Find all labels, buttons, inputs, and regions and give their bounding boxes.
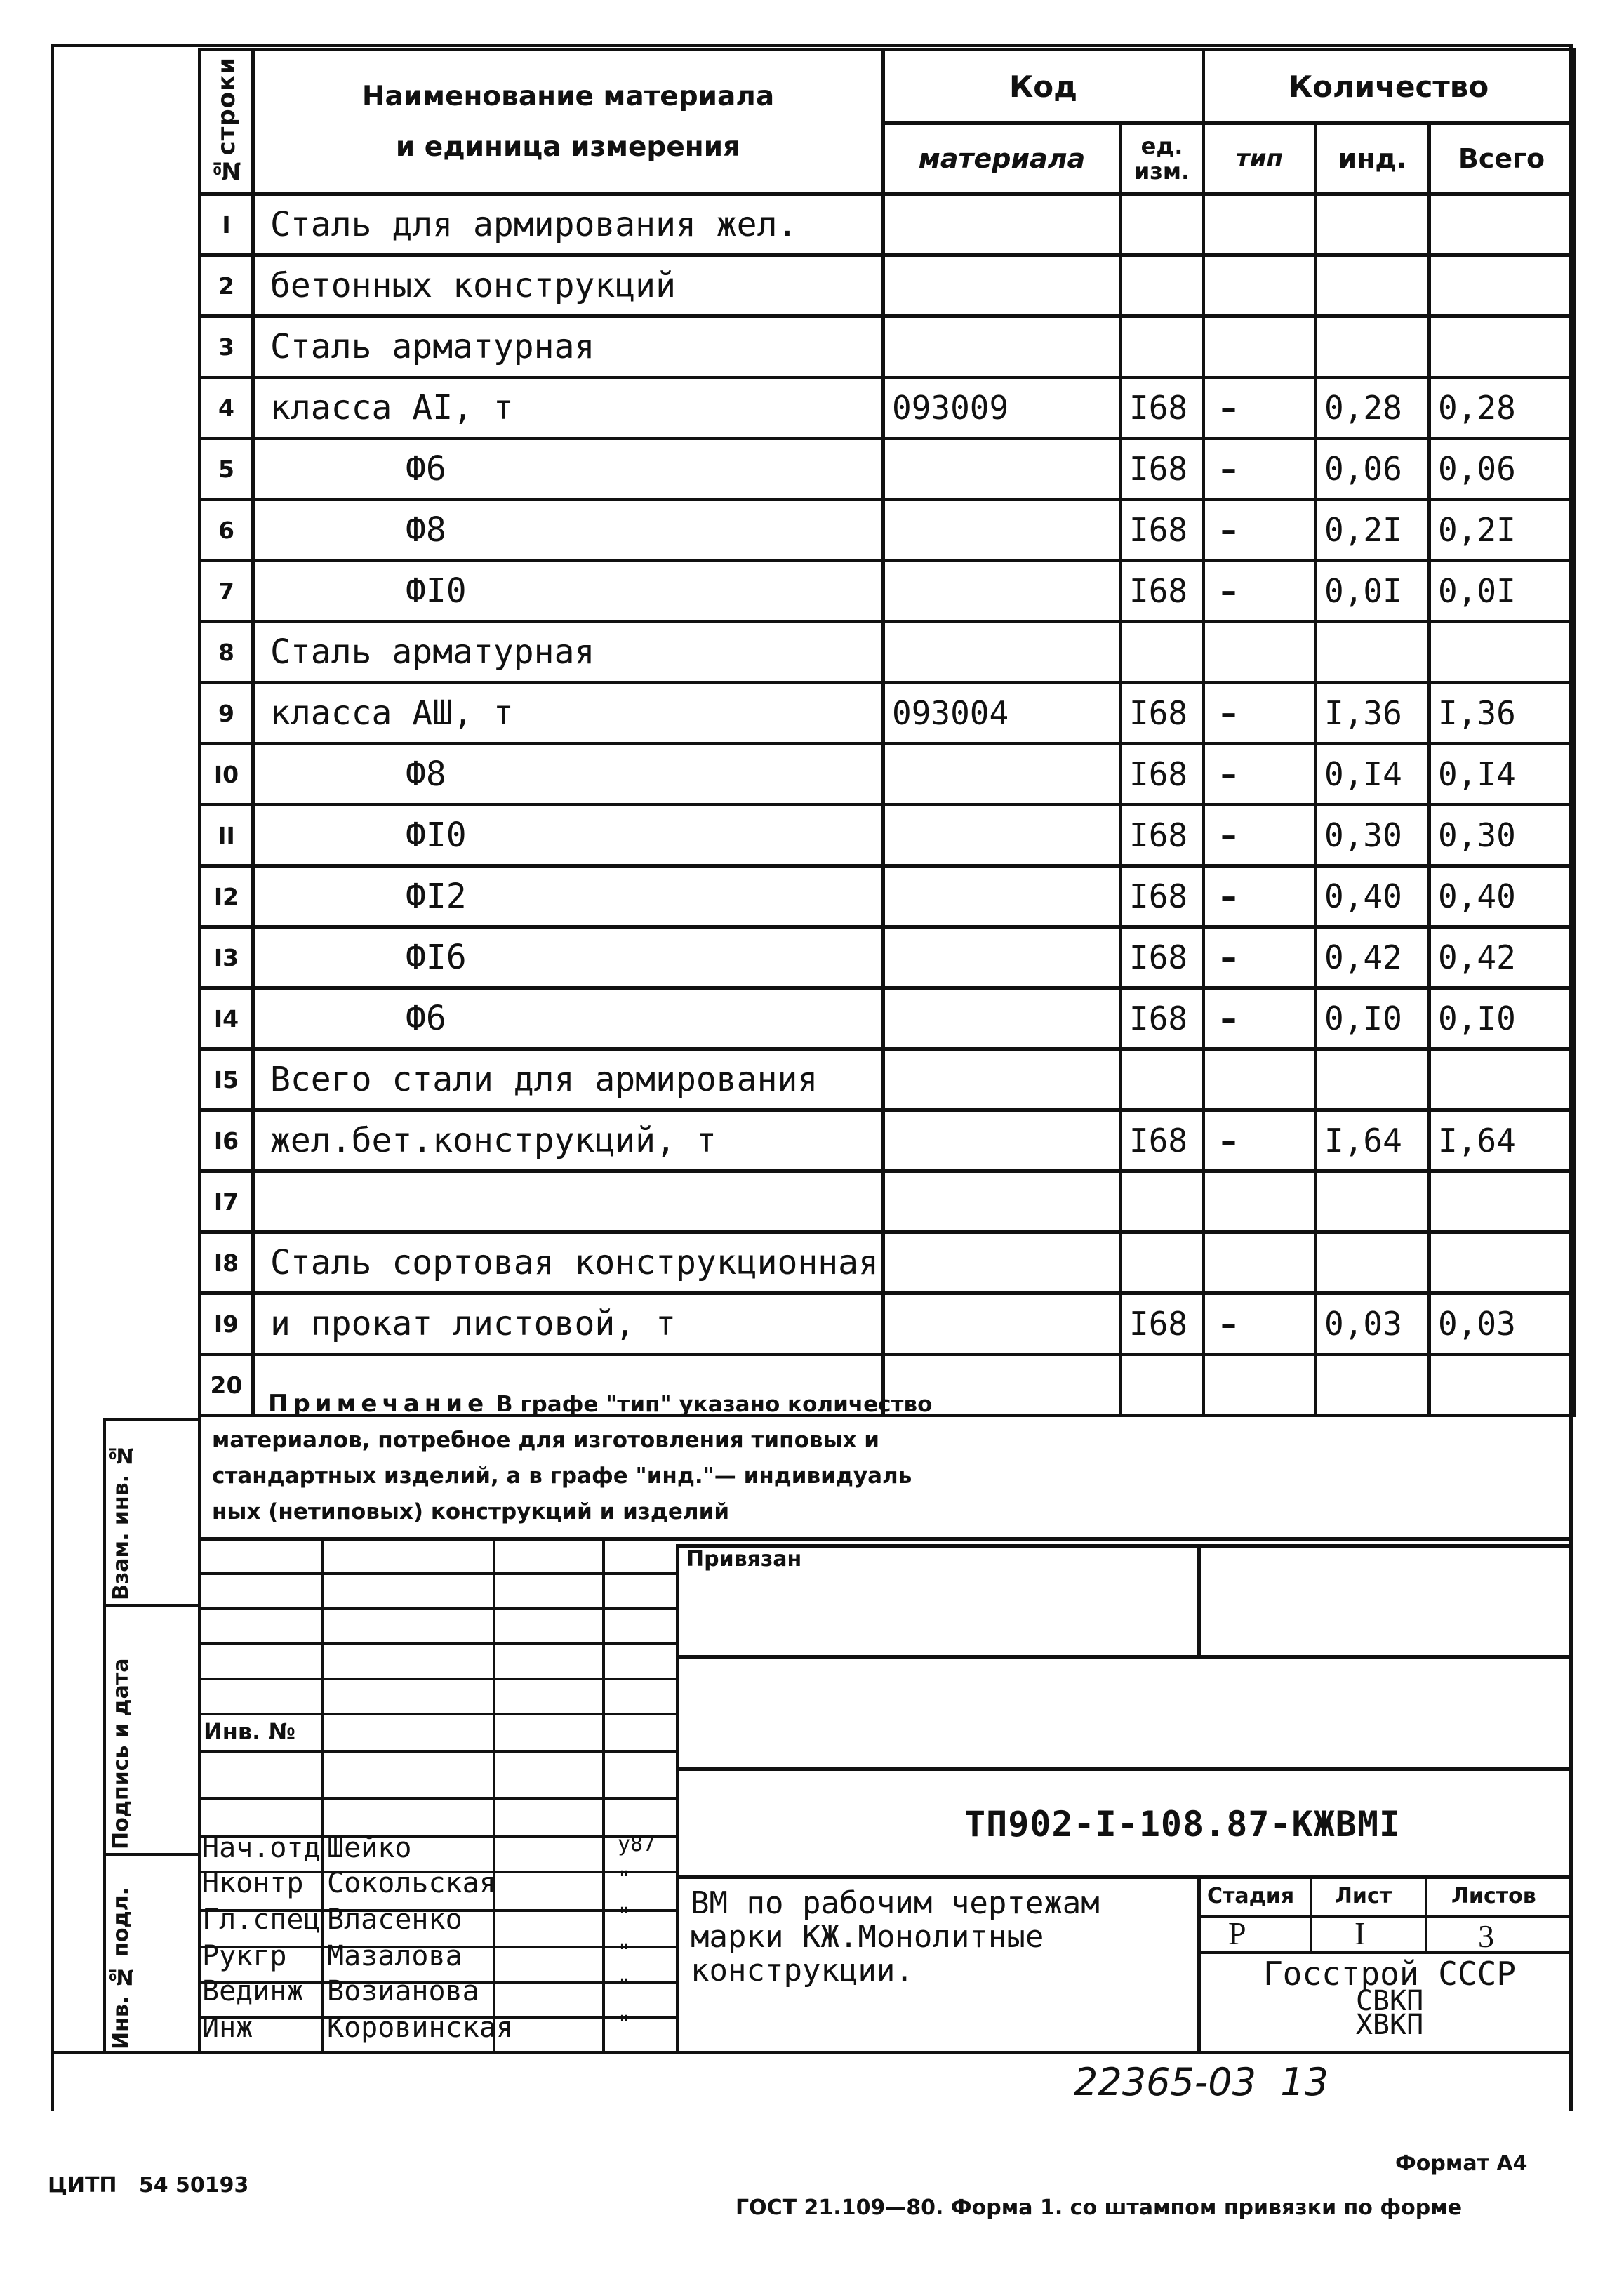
quantity-ind: 0,42 — [1316, 927, 1430, 988]
material-name: ФI2 — [253, 866, 884, 927]
material-name: Сталь сортовая конструкционная — [253, 1233, 884, 1294]
table-row — [200, 1171, 1574, 1233]
table-row — [200, 1294, 1574, 1355]
row-number: I9 — [200, 1294, 253, 1355]
material-code — [884, 1233, 1121, 1294]
table-row — [200, 439, 1574, 500]
quantity-type — [1204, 1171, 1316, 1233]
row-number: 9 — [200, 683, 253, 744]
quantity-type: – — [1204, 500, 1316, 561]
left-grid-h1 — [198, 1572, 678, 1575]
privyazan-label: Привязан — [686, 1547, 802, 1572]
table-row — [200, 1110, 1574, 1171]
material-name: Ф8 — [253, 744, 884, 805]
unit-code: I68 — [1121, 439, 1204, 500]
quantity-total: 0,42 — [1430, 927, 1574, 988]
note-line4: ных (нетиповых) конструкций и изделий — [212, 1499, 730, 1524]
quantity-total — [1430, 317, 1574, 378]
quantity-type — [1204, 317, 1316, 378]
material-name: класса AШ, т — [253, 683, 884, 744]
person-date: " — [618, 2012, 631, 2036]
unit-code — [1121, 622, 1204, 683]
material-name: Ф8 — [253, 500, 884, 561]
left-grid-v2 — [493, 1537, 495, 2053]
material-code — [884, 622, 1121, 683]
quantity-type: – — [1204, 683, 1316, 744]
frame-top — [51, 44, 1573, 47]
material-name: Сталь арматурная — [253, 622, 884, 683]
unit-code: I68 — [1121, 927, 1204, 988]
left-grid-v1 — [321, 1537, 324, 2053]
code-material-header: материала — [884, 124, 1121, 194]
quantity-ind: 0,2I — [1316, 500, 1430, 561]
material-code — [884, 927, 1121, 988]
unit-code — [1121, 1233, 1204, 1294]
row-number: I4 — [200, 988, 253, 1049]
stamp-vert-privyazan — [1197, 1544, 1201, 1656]
stamp-stage-v2 — [1425, 1875, 1427, 1953]
person-role: Гл.спец — [202, 1904, 321, 1936]
table-row — [200, 622, 1574, 683]
format-label: Формат А4 — [1395, 2151, 1528, 2176]
material-name: класса AI, т — [253, 378, 884, 439]
side-strip-right — [103, 1418, 106, 2053]
row-number: 20 — [200, 1355, 253, 1416]
table-row — [200, 866, 1574, 927]
quantity-total: 0,2I — [1430, 500, 1574, 561]
quantity-type — [1204, 194, 1316, 255]
quantity-total: 0,I0 — [1430, 988, 1574, 1049]
quantity-type — [1204, 255, 1316, 317]
stamp-line-bottom — [51, 2051, 1573, 2054]
person-role: Нконтр — [202, 1867, 304, 1899]
stamp-line-3 — [678, 1767, 1573, 1771]
quantity-ind: 0,I4 — [1316, 744, 1430, 805]
quantity-ind: 0,06 — [1316, 439, 1430, 500]
side-strip-h2 — [103, 1853, 201, 1856]
unit-code: I68 — [1121, 683, 1204, 744]
stamp-title-line1: ВМ по рабочим чертежам — [691, 1885, 1100, 1921]
row-number: I — [200, 194, 253, 255]
material-code: 093009 — [884, 378, 1121, 439]
material-code — [884, 988, 1121, 1049]
name-header — [253, 50, 884, 194]
quantity-type: – — [1204, 378, 1316, 439]
row-number: 7 — [200, 561, 253, 622]
quantity-total — [1430, 255, 1574, 317]
row-number: 4 — [200, 378, 253, 439]
unit-code: I68 — [1121, 561, 1204, 622]
row-number: 2 — [200, 255, 253, 317]
org-line2: СВКП — [1355, 1985, 1424, 2017]
name-header-line2: и единица измерения — [395, 131, 741, 163]
left-grid-h4 — [198, 1678, 678, 1680]
quantity-type — [1204, 1049, 1316, 1110]
stamp-stage-vert — [1197, 1875, 1201, 2052]
quantity-ind: I,36 — [1316, 683, 1430, 744]
table-row — [200, 1233, 1574, 1294]
gost-label: ГОСТ 21.109—80. Форма 1. со штампом привязки по форме — [736, 2195, 1463, 2220]
frame-left — [51, 44, 54, 2111]
quantity-ind: 0,0I — [1316, 561, 1430, 622]
material-code — [884, 866, 1121, 927]
quantity-ind — [1316, 317, 1430, 378]
person-date: " — [618, 1904, 631, 1928]
material-name: и прокат листовой, т — [253, 1294, 884, 1355]
table-row — [200, 805, 1574, 866]
ind-header: инд. — [1316, 124, 1430, 194]
unit-code: I68 — [1121, 744, 1204, 805]
material-code — [884, 500, 1121, 561]
quantity-type — [1204, 622, 1316, 683]
note-title: Примечание — [268, 1390, 489, 1418]
org-block — [1207, 1955, 1572, 2041]
stamp-line-2 — [678, 1655, 1573, 1659]
inv-no-label: Инв. № — [204, 1718, 295, 1745]
person-name: Возианова — [327, 1975, 479, 2007]
unit-code — [1121, 1049, 1204, 1110]
table-row — [200, 500, 1574, 561]
stamp-title-line3: конструкции. — [691, 1953, 914, 1988]
quantity-total: 0,0I — [1430, 561, 1574, 622]
row-number: 8 — [200, 622, 253, 683]
quantity-ind: 0,40 — [1316, 866, 1430, 927]
quantity-ind — [1316, 255, 1430, 317]
quantity-type: – — [1204, 988, 1316, 1049]
left-grid-h3 — [198, 1642, 678, 1645]
material-code — [884, 805, 1121, 866]
unit-code: I68 — [1121, 500, 1204, 561]
left-grid-h2 — [198, 1607, 678, 1610]
unit-code: I68 — [1121, 988, 1204, 1049]
quantity-type: – — [1204, 561, 1316, 622]
table-row — [200, 561, 1574, 622]
quantity-ind: 0,I0 — [1316, 988, 1430, 1049]
inv-podl-label: Инв. № подл. — [109, 1887, 133, 2050]
quantity-ind — [1316, 622, 1430, 683]
quantity-type: – — [1204, 805, 1316, 866]
stamp-stage-h2 — [1199, 1951, 1573, 1954]
unit-code — [1121, 194, 1204, 255]
handwritten-number: 22365-03 13 — [1074, 2060, 1329, 2104]
doc-code: ТП902-I-108.87-КЖВМI — [964, 1804, 1402, 1845]
material-name — [253, 1171, 884, 1233]
table-row — [200, 378, 1574, 439]
quantity-ind — [1316, 1171, 1430, 1233]
unit-code: I68 — [1121, 378, 1204, 439]
person-name: Сокольская — [327, 1867, 496, 1899]
quantity-total: 0,40 — [1430, 866, 1574, 927]
unit-code: I68 — [1121, 866, 1204, 927]
table-row — [200, 927, 1574, 988]
material-name: жел.бет.конструкций, т — [253, 1110, 884, 1171]
quantity-ind — [1316, 1233, 1430, 1294]
quantity-type: – — [1204, 1294, 1316, 1355]
person-role: Рукгр — [202, 1940, 287, 1972]
sheet-label: Лист — [1335, 1884, 1392, 1908]
row-number: I7 — [200, 1171, 253, 1233]
person-role: Нач.отд — [202, 1832, 321, 1864]
org-line1: Госстрой СССР — [1263, 1955, 1517, 1993]
row-number: I2 — [200, 866, 253, 927]
quantity-total: 0,I4 — [1430, 744, 1574, 805]
note-line3: стандартных изделий, а в графе "инд."— индивидуаль — [212, 1463, 912, 1489]
sheets-label: Листов — [1451, 1884, 1536, 1908]
quantity-total — [1430, 194, 1574, 255]
row-number-header: №строки — [200, 50, 253, 194]
table-row — [200, 988, 1574, 1049]
material-code — [884, 317, 1121, 378]
row-number: I8 — [200, 1233, 253, 1294]
row-number: 3 — [200, 317, 253, 378]
quantity-type: – — [1204, 1110, 1316, 1171]
quantity-total: I,36 — [1430, 683, 1574, 744]
quantity-total: 0,30 — [1430, 805, 1574, 866]
row-number: I3 — [200, 927, 253, 988]
quantity-total: 0,28 — [1430, 378, 1574, 439]
material-name: бетонных конструкций — [253, 255, 884, 317]
unit-code: I68 — [1121, 805, 1204, 866]
side-strip-h1 — [103, 1604, 201, 1607]
quantity-total: 0,06 — [1430, 439, 1574, 500]
material-code — [884, 1171, 1121, 1233]
code-header: Код — [884, 50, 1204, 124]
material-name: Ф6 — [253, 439, 884, 500]
side-strip-top — [103, 1418, 201, 1421]
note-block — [212, 1386, 1545, 1530]
spec-table — [198, 48, 1576, 1417]
material-code — [884, 439, 1121, 500]
row-number: 6 — [200, 500, 253, 561]
total-header: Всего — [1430, 124, 1574, 194]
unit-code: I68 — [1121, 1294, 1204, 1355]
stamp-main-top-line — [678, 1544, 1573, 1548]
material-name: Сталь для армирования жел. — [253, 194, 884, 255]
quantity-type: – — [1204, 927, 1316, 988]
stage-value: Р — [1228, 1915, 1246, 1951]
material-name: ФI6 — [253, 927, 884, 988]
stamp-stage-v1 — [1310, 1875, 1312, 1953]
table-row — [200, 255, 1574, 317]
row-number: I6 — [200, 1110, 253, 1171]
vzam-inv-label: Взам. инв. № — [109, 1442, 133, 1600]
sheet-value: I — [1355, 1915, 1366, 1951]
quantity-total: I,64 — [1430, 1110, 1574, 1171]
person-name: Коровинская — [327, 2012, 513, 2044]
material-code — [884, 1049, 1121, 1110]
note-line1: В графе "тип" указано количество — [495, 1392, 933, 1417]
note-line2: материалов, потребное для изготовления типовых и — [212, 1428, 880, 1453]
material-code: 093004 — [884, 683, 1121, 744]
table-row — [200, 194, 1574, 255]
row-number: 5 — [200, 439, 253, 500]
quantity-total — [1430, 1049, 1574, 1110]
quantity-type: – — [1204, 744, 1316, 805]
table-row — [200, 1049, 1574, 1110]
quantity-total — [1430, 622, 1574, 683]
stage-label: Стадия — [1207, 1884, 1295, 1908]
quantity-type: – — [1204, 439, 1316, 500]
quantity-header: Количество — [1204, 50, 1574, 124]
quantity-total — [1430, 1171, 1574, 1233]
quantity-type: – — [1204, 866, 1316, 927]
person-name: Мазалова — [327, 1940, 462, 1972]
table-row — [200, 683, 1574, 744]
person-date: " — [618, 1867, 631, 1892]
material-code — [884, 744, 1121, 805]
quantity-ind: 0,03 — [1316, 1294, 1430, 1355]
material-name: ФI0 — [253, 805, 884, 866]
row-number: I0 — [200, 744, 253, 805]
quantity-total — [1430, 1233, 1574, 1294]
person-role: Вединж — [202, 1975, 304, 2007]
material-code — [884, 1110, 1121, 1171]
name-header-line1: Наименование материала — [361, 80, 775, 112]
person-date: " — [618, 1975, 631, 2000]
person-date: " — [618, 1940, 631, 1965]
quantity-ind: I,64 — [1316, 1110, 1430, 1171]
stamp-line-4 — [678, 1875, 1573, 1879]
left-grid-h5 — [198, 1713, 678, 1715]
person-name: Шейко — [327, 1832, 412, 1864]
quantity-ind: 0,30 — [1316, 805, 1430, 866]
material-name: Сталь арматурная — [253, 317, 884, 378]
material-code — [884, 561, 1121, 622]
quantity-total: 0,03 — [1430, 1294, 1574, 1355]
citp-label: ЦИТП 54 50193 — [48, 2173, 249, 2198]
left-grid-h7 — [198, 1797, 678, 1800]
person-date: у87 — [618, 1832, 656, 1856]
type-header: тип — [1204, 124, 1316, 194]
row-number: I5 — [200, 1049, 253, 1110]
material-name: Ф6 — [253, 988, 884, 1049]
quantity-ind — [1316, 194, 1430, 255]
table-row — [200, 744, 1574, 805]
person-name: Власенко — [327, 1904, 462, 1936]
left-grid-v3 — [602, 1537, 605, 2053]
row-number: II — [200, 805, 253, 866]
material-name: ФI0 — [253, 561, 884, 622]
table-row — [200, 317, 1574, 378]
stamp-stage-h1 — [1199, 1915, 1573, 1918]
unit-code: I68 — [1121, 1110, 1204, 1171]
stamp-title-line2: марки КЖ.Монолитные — [691, 1919, 1044, 1955]
stamp-title — [691, 1887, 1100, 1988]
podpis-data-label: Подпись и дата — [109, 1658, 133, 1849]
quantity-ind — [1316, 1049, 1430, 1110]
stamp-top-line — [198, 1537, 1573, 1541]
unit-code — [1121, 317, 1204, 378]
unit-code — [1121, 1171, 1204, 1233]
material-name: Всего стали для армирования — [253, 1049, 884, 1110]
left-grid-h6 — [198, 1750, 678, 1753]
sheets-value: 3 — [1478, 1918, 1494, 1954]
left-grid-v0 — [198, 1386, 201, 2053]
quantity-ind: 0,28 — [1316, 378, 1430, 439]
org-line3: ХВКП — [1355, 2009, 1424, 2041]
person-role: Инж — [202, 2012, 253, 2044]
material-code — [884, 255, 1121, 317]
quantity-type — [1204, 1233, 1316, 1294]
code-unit-header: ед. изм. — [1121, 124, 1204, 194]
material-code — [884, 1294, 1121, 1355]
material-code — [884, 194, 1121, 255]
unit-code — [1121, 255, 1204, 317]
